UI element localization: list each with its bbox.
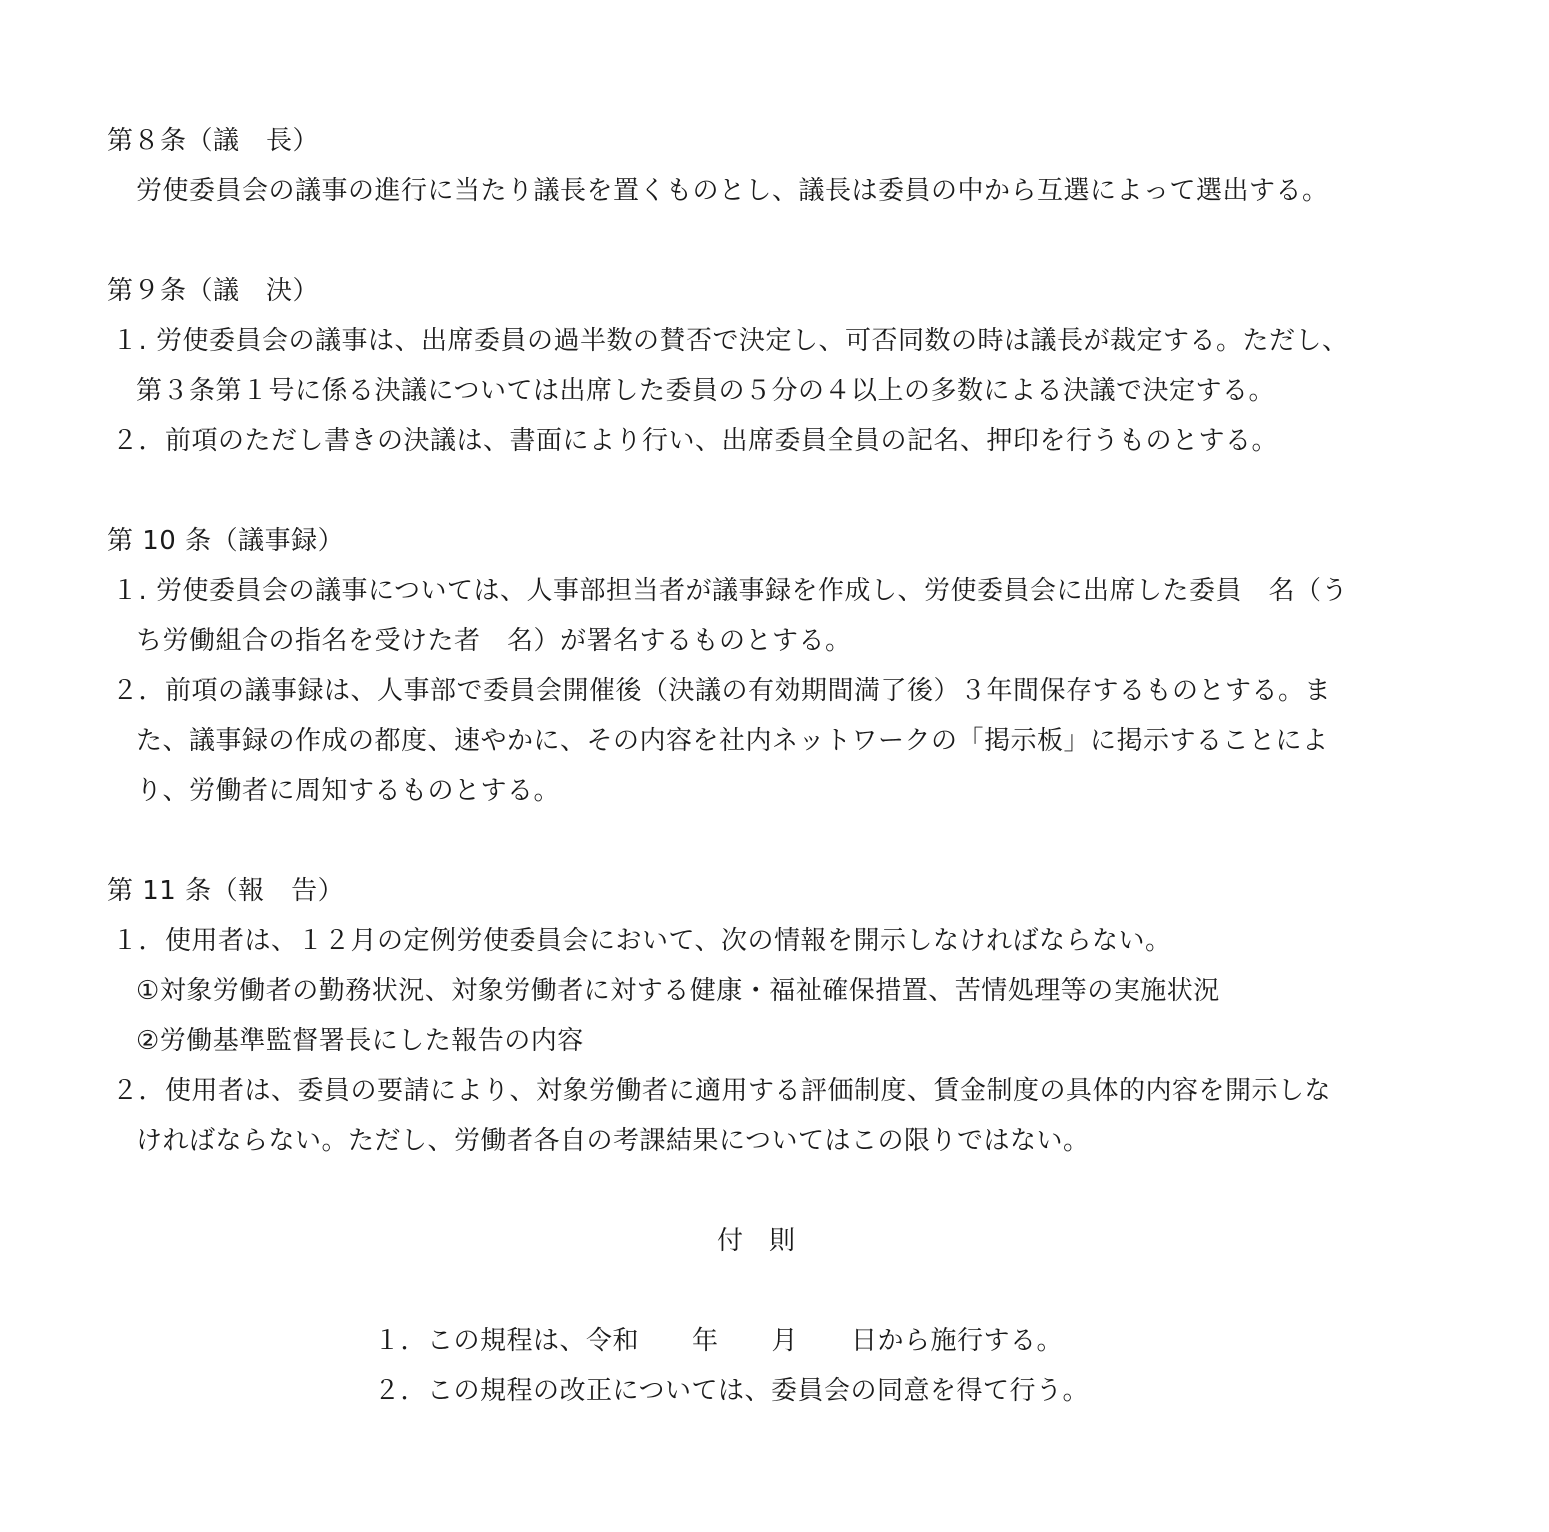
article10-item2-line2: た、議事録の作成の都度、速やかに、その内容を社内ネットワークの「掲示板」に掲示することによ bbox=[136, 726, 1329, 756]
article11-item2-line2: ければならない。ただし、労働者各自の考課結果についてはこの限りではない。 bbox=[136, 1126, 1090, 1156]
supplementary-item1: １．この規程は、令和 年 月 日から施行する。 bbox=[374, 1326, 1064, 1356]
article11-item1-sub1: ①対象労働者の勤務状況、対象労働者に対する健康・福祉確保措置、苦情処理等の実施状況 bbox=[136, 976, 1220, 1006]
article10-heading: 第 10 条（議事録） bbox=[107, 526, 345, 556]
article10-item1-line1: １. 労使委員会の議事については、人事部担当者が議事録を作成し、労使委員会に出席した委員 名（う bbox=[112, 576, 1349, 606]
article11-heading: 第 11 条（報 告） bbox=[107, 876, 345, 906]
article11-item1-line1: １．使用者は、１２月の定例労使委員会において、次の情報を開示しなければならない。 bbox=[112, 926, 1172, 956]
article9-item1-line1: １. 労使委員会の議事は、出席委員の過半数の賛否で決定し、可否同数の時は議長が裁定する。ただし、 bbox=[112, 326, 1349, 356]
supplementary-item2: ２．この規程の改正については、委員会の同意を得て行う。 bbox=[374, 1376, 1089, 1406]
article11-item2-line1: ２．使用者は、委員の要請により、対象労働者に適用する評価制度、賃金制度の具体的内容を開示しな bbox=[112, 1076, 1332, 1106]
supplementary-title: 付則 bbox=[717, 1226, 822, 1256]
article10-item2-line3: り、労働者に周知するものとする。 bbox=[136, 776, 561, 806]
article10-item2-line1: ２．前項の議事録は、人事部で委員会開催後（決議の有効期間満了後）３年間保存するものとする。ま bbox=[112, 676, 1332, 706]
article9-item1-line2: 第３条第１号に係る決議については出席した委員の５分の４以上の多数による決議で決定する。 bbox=[136, 376, 1275, 406]
article8-body: 労使委員会の議事の進行に当たり議長を置くものとし、議長は委員の中から互選によって選出する。 bbox=[136, 176, 1329, 206]
article11-item1-sub2: ②労働基準監督署長にした報告の内容 bbox=[136, 1026, 584, 1056]
article10-item1-line2: ち労働組合の指名を受けた者 名）が署名するものとする。 bbox=[136, 626, 852, 656]
article9-heading: 第９条（議 決） bbox=[107, 276, 320, 306]
article9-item2-line1: ２．前項のただし書きの決議は、書面により行い、出席委員全員の記名、押印を行うものとする。 bbox=[112, 426, 1279, 456]
article8-heading: 第８条（議 長） bbox=[107, 126, 320, 156]
